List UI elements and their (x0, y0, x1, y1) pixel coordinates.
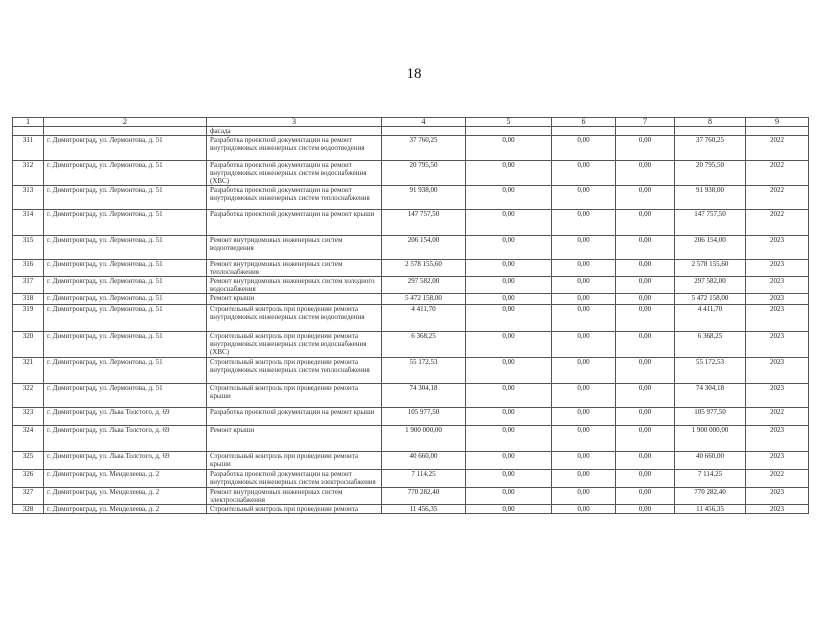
cell-work: Ремонт крыши (207, 426, 382, 452)
cell-address: г. Димитровград, ул. Лермонтова, д. 51 (44, 277, 207, 294)
cell-year: 2023 (746, 294, 809, 305)
cell-c5: 0,00 (466, 161, 552, 186)
cell-c8: 40 660,00 (675, 452, 746, 470)
cell-c5: 0,00 (466, 358, 552, 384)
cell-work: Строительный контроль при проведении ремонта внутридомовых инженерных систем водоотведения (207, 305, 382, 332)
cell-c5: 0,00 (466, 277, 552, 294)
cell-c8: 20 795,50 (675, 161, 746, 186)
continuation-row (13, 127, 809, 136)
cell-work: Строительный контроль при проведении ремонта внутридомовых инженерных систем водоснабжения (ХВС) (207, 332, 382, 358)
table-row (13, 426, 809, 452)
cell-work: Разработка проектной документации на ремонт внутридомовых инженерных систем водоснабжения (ХВС) (207, 161, 382, 186)
cell-c5: 0,00 (466, 305, 552, 332)
cell-c7: 0,00 (616, 136, 675, 161)
cell-c4: 206 154,00 (382, 236, 466, 260)
table-row (13, 236, 809, 260)
page-number: 18 (406, 66, 422, 82)
cell-c5: 0,00 (466, 236, 552, 260)
cell-c6: 0,00 (552, 305, 616, 332)
cell-work: Ремонт внутридомовых инженерных систем холодного водоснабжения (207, 277, 382, 294)
cell-year: 2023 (746, 260, 809, 277)
cell-num: 327 (13, 488, 44, 505)
cell-c7: 0,00 (616, 452, 675, 470)
cell-work: Строительный контроль при проведении ремонта крыши (207, 384, 382, 408)
cell-c4: 40 660,00 (382, 452, 466, 470)
cell-address: г. Димитровград, ул. Менделеева, д. 2 (44, 470, 207, 488)
cell-c7: 0,00 (616, 236, 675, 260)
cell-c8: 74 304,18 (675, 384, 746, 408)
cell-year: 2023 (746, 488, 809, 505)
column-header: 4 (382, 118, 466, 127)
cell-c7: 0,00 (616, 294, 675, 305)
cell-c8: 105 977,50 (675, 408, 746, 426)
cell-work: Разработка проектной документации на ремонт крыши (207, 408, 382, 426)
continuation-cell: фасада (207, 127, 382, 136)
cell-num: 324 (13, 426, 44, 452)
cell-c6: 0,00 (552, 136, 616, 161)
table-row (13, 277, 809, 294)
cell-c7: 0,00 (616, 358, 675, 384)
cell-c6: 0,00 (552, 186, 616, 210)
table-row (13, 332, 809, 358)
cell-num: 326 (13, 470, 44, 488)
cell-work: Ремонт внутридомовых инженерных систем электроснабжения (207, 488, 382, 505)
cell-c4: 37 760,25 (382, 136, 466, 161)
cell-c8: 5 472 158,00 (675, 294, 746, 305)
cell-num: 328 (13, 505, 44, 514)
cell-c5: 0,00 (466, 186, 552, 210)
capital-repair-table (12, 117, 809, 514)
cell-c8: 297 582,00 (675, 277, 746, 294)
cell-year: 2023 (746, 452, 809, 470)
cell-year: 2023 (746, 426, 809, 452)
cell-c6: 0,00 (552, 294, 616, 305)
column-header: 6 (552, 118, 616, 127)
cell-c4: 147 757,50 (382, 210, 466, 236)
cell-address: г. Димитровград, ул. Лермонтова, д. 51 (44, 332, 207, 358)
cell-address: г. Димитровград, ул. Менделеева, д. 2 (44, 505, 207, 514)
cell-num: 319 (13, 305, 44, 332)
cell-work: Ремонт внутридомовых инженерных систем водоотведения (207, 236, 382, 260)
cell-c4: 7 114,25 (382, 470, 466, 488)
cell-year: 2022 (746, 161, 809, 186)
cell-c4: 20 795,50 (382, 161, 466, 186)
cell-address: г. Димитровград, ул. Лермонтова, д. 51 (44, 236, 207, 260)
cell-c8: 770 282,40 (675, 488, 746, 505)
table-row (13, 452, 809, 470)
cell-year: 2023 (746, 305, 809, 332)
table-row (13, 260, 809, 277)
table-row (13, 161, 809, 186)
cell-c6: 0,00 (552, 236, 616, 260)
table-row (13, 210, 809, 236)
cell-c6: 0,00 (552, 452, 616, 470)
cell-c7: 0,00 (616, 305, 675, 332)
cell-address: г. Димитровград, ул. Льва Толстого, д. 69 (44, 452, 207, 470)
cell-num: 320 (13, 332, 44, 358)
column-header: 7 (616, 118, 675, 127)
cell-work: Разработка проектной документации на ремонт внутридомовых инженерных систем водоотведения (207, 136, 382, 161)
cell-year: 2023 (746, 505, 809, 514)
cell-num: 316 (13, 260, 44, 277)
table-row (13, 505, 809, 514)
cell-address: г. Димитровград, ул. Лермонтова, д. 51 (44, 210, 207, 236)
table-row (13, 358, 809, 384)
cell-c7: 0,00 (616, 488, 675, 505)
cell-num: 325 (13, 452, 44, 470)
header-row (13, 118, 809, 127)
cell-address: г. Димитровград, ул. Льва Толстого, д. 69 (44, 408, 207, 426)
cell-year: 2023 (746, 332, 809, 358)
cell-c6: 0,00 (552, 161, 616, 186)
cell-year: 2022 (746, 210, 809, 236)
cell-c4: 297 582,00 (382, 277, 466, 294)
cell-c5: 0,00 (466, 210, 552, 236)
cell-address: г. Димитровград, ул. Лермонтова, д. 51 (44, 161, 207, 186)
cell-c5: 0,00 (466, 136, 552, 161)
cell-c7: 0,00 (616, 384, 675, 408)
cell-c6: 0,00 (552, 210, 616, 236)
column-header: 8 (675, 118, 746, 127)
cell-c4: 105 977,50 (382, 408, 466, 426)
cell-num: 312 (13, 161, 44, 186)
table-row (13, 186, 809, 210)
cell-c5: 0,00 (466, 470, 552, 488)
cell-num: 314 (13, 210, 44, 236)
cell-c7: 0,00 (616, 470, 675, 488)
cell-year: 2022 (746, 470, 809, 488)
cell-c4: 91 938,00 (382, 186, 466, 210)
column-header: 1 (13, 118, 44, 127)
cell-c5: 0,00 (466, 426, 552, 452)
cell-c6: 0,00 (552, 277, 616, 294)
cell-address: г. Димитровград, ул. Лермонтова, д. 51 (44, 186, 207, 210)
cell-address: г. Димитровград, ул. Лермонтова, д. 51 (44, 260, 207, 277)
cell-c8: 6 368,25 (675, 332, 746, 358)
cell-work: Ремонт крыши (207, 294, 382, 305)
cell-num: 323 (13, 408, 44, 426)
cell-address: г. Димитровград, ул. Лермонтова, д. 51 (44, 305, 207, 332)
cell-work: Разработка проектной документации на ремонт внутридомовых инженерных систем теплоснабжения (207, 186, 382, 210)
column-header: 2 (44, 118, 207, 127)
cell-c4: 11 456,35 (382, 505, 466, 514)
cell-c7: 0,00 (616, 161, 675, 186)
column-header: 5 (466, 118, 552, 127)
column-header: 3 (207, 118, 382, 127)
cell-c8: 37 760,25 (675, 136, 746, 161)
cell-num: 318 (13, 294, 44, 305)
cell-work: Ремонт внутридомовых инженерных систем теплоснабжения (207, 260, 382, 277)
cell-num: 311 (13, 136, 44, 161)
cell-c7: 0,00 (616, 186, 675, 210)
cell-work: Строительный контроль при проведении ремонта внутридомовых инженерных систем теплоснабжения (207, 358, 382, 384)
cell-c4: 770 282,40 (382, 488, 466, 505)
cell-c6: 0,00 (552, 505, 616, 514)
cell-work: Разработка проектной документации на ремонт внутридомовых инженерных систем электроснабжения (207, 470, 382, 488)
column-header: 9 (746, 118, 809, 127)
cell-c8: 147 757,50 (675, 210, 746, 236)
cell-year: 2022 (746, 408, 809, 426)
table-row (13, 408, 809, 426)
cell-address: г. Димитровград, ул. Льва Толстого, д. 69 (44, 426, 207, 452)
cell-c8: 91 938,00 (675, 186, 746, 210)
cell-c4: 1 900 000,00 (382, 426, 466, 452)
cell-c8: 55 172,53 (675, 358, 746, 384)
table-row (13, 488, 809, 505)
cell-c6: 0,00 (552, 488, 616, 505)
table-row (13, 136, 809, 161)
cell-c6: 0,00 (552, 384, 616, 408)
cell-num: 313 (13, 186, 44, 210)
cell-c6: 0,00 (552, 332, 616, 358)
table-row (13, 384, 809, 408)
cell-c5: 0,00 (466, 332, 552, 358)
cell-c7: 0,00 (616, 408, 675, 426)
cell-num: 322 (13, 384, 44, 408)
cell-work: Разработка проектной документации на ремонт крыши (207, 210, 382, 236)
cell-c7: 0,00 (616, 210, 675, 236)
cell-c4: 55 172,53 (382, 358, 466, 384)
cell-address: г. Димитровград, ул. Лермонтова, д. 51 (44, 358, 207, 384)
table-row (13, 294, 809, 305)
cell-c6: 0,00 (552, 358, 616, 384)
cell-c5: 0,00 (466, 452, 552, 470)
cell-c7: 0,00 (616, 505, 675, 514)
cell-c7: 0,00 (616, 277, 675, 294)
cell-c6: 0,00 (552, 260, 616, 277)
cell-c8: 4 411,70 (675, 305, 746, 332)
cell-c4: 2 578 155,60 (382, 260, 466, 277)
table-row (13, 470, 809, 488)
cell-num: 321 (13, 358, 44, 384)
cell-address: г. Димитровград, ул. Лермонтова, д. 51 (44, 384, 207, 408)
cell-address: г. Димитровград, ул. Лермонтова, д. 51 (44, 136, 207, 161)
cell-c7: 0,00 (616, 426, 675, 452)
table-row (13, 305, 809, 332)
cell-work: Строительный контроль при проведении ремонта (207, 505, 382, 514)
cell-address: г. Димитровград, ул. Лермонтова, д. 51 (44, 294, 207, 305)
cell-c6: 0,00 (552, 470, 616, 488)
cell-c5: 0,00 (466, 260, 552, 277)
cell-c5: 0,00 (466, 408, 552, 426)
cell-c7: 0,00 (616, 332, 675, 358)
cell-c7: 0,00 (616, 260, 675, 277)
cell-c8: 1 900 000,00 (675, 426, 746, 452)
cell-year: 2022 (746, 136, 809, 161)
cell-year: 2023 (746, 384, 809, 408)
cell-c5: 0,00 (466, 488, 552, 505)
cell-c4: 5 472 158,00 (382, 294, 466, 305)
cell-c5: 0,00 (466, 294, 552, 305)
cell-num: 315 (13, 236, 44, 260)
cell-c6: 0,00 (552, 426, 616, 452)
cell-c8: 11 456,35 (675, 505, 746, 514)
cell-year: 2023 (746, 236, 809, 260)
cell-c8: 206 154,00 (675, 236, 746, 260)
cell-c4: 74 304,18 (382, 384, 466, 408)
cell-c8: 7 114,25 (675, 470, 746, 488)
cell-year: 2023 (746, 358, 809, 384)
cell-year: 2023 (746, 277, 809, 294)
cell-c4: 6 368,25 (382, 332, 466, 358)
cell-c8: 2 578 155,60 (675, 260, 746, 277)
cell-address: г. Димитровград, ул. Менделеева, д. 2 (44, 488, 207, 505)
cell-work: Строительный контроль при проведении ремонта крыши (207, 452, 382, 470)
cell-c6: 0,00 (552, 408, 616, 426)
cell-year: 2022 (746, 186, 809, 210)
cell-c5: 0,00 (466, 505, 552, 514)
cell-num: 317 (13, 277, 44, 294)
cell-c4: 4 411,70 (382, 305, 466, 332)
cell-c5: 0,00 (466, 384, 552, 408)
